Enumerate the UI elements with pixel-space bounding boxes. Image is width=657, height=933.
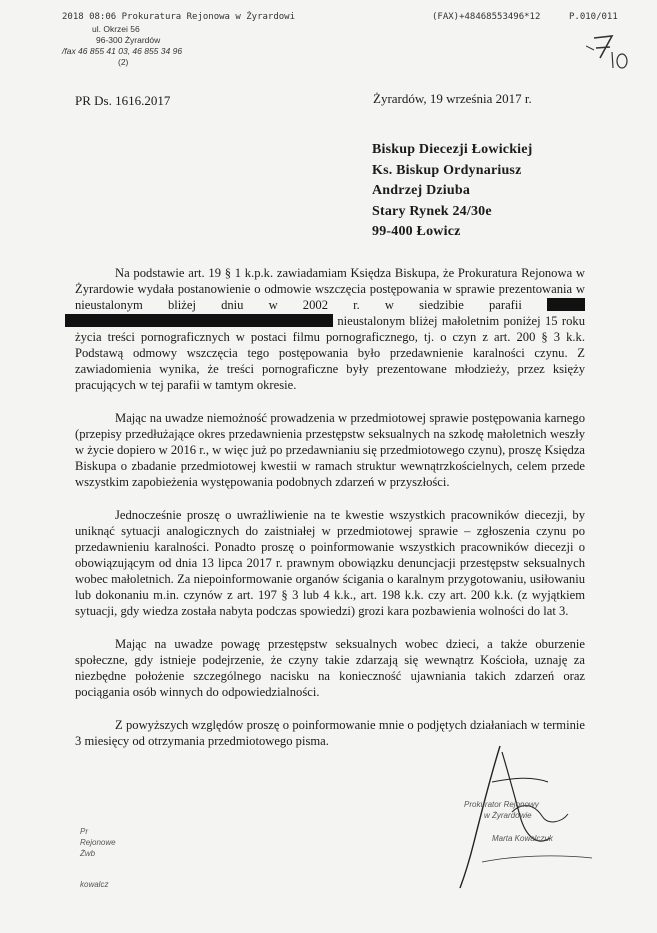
stamp-count: (2) [118,57,129,67]
office-address-stamp [62,24,212,68]
paragraph-2: Mając na uwadze niemożność prowadzenia w przedmiotowej sprawie postępowania karnego (przepisy przedłużające okres przedawnienia przestępstw seksualnych na szkodę małoletnich weszły w życie dopiero w 2016 r., w więc już po przedawnianiu się przedmiotowego czynu), proszę Księdza Biskupa o zbadanie przedmiotowej kwestii w ramach struktur wewnątrzkościelnych, celem przede wszystkim zapobieżenia występowania podobnych zdarzeń w przyszłości. [75,411,585,489]
footer-note: Żwb [80,849,96,858]
footer-note: Rejonowe [80,838,116,847]
addressee-line: Stary Rynek 24/30e [372,203,492,219]
paragraph-1-part-a: Na podstawie art. 19 § 1 k.p.k. zawiadamiam Księdza Biskupa, że Prokuratura Rejonowa w Żyrardowie wydała postanowienie o odmowie wszczęcia postępowania w sprawie prezentowania w nieustalonym bliżej dniu w 2002 r. w siedzibie parafii [75,266,585,312]
redaction-bar [65,314,333,327]
letter-date: Żyrardów, 19 września 2017 r. [373,91,532,106]
fax-header-page: P.010/011 [569,12,618,22]
paragraph-1-part-b: nieustalonym bliżej małoletnim poniżej 15 roku życia treści pornograficznych w postaci filmu pornograficznego, tj. o czyn z art. 200 § 3 k.k. Podstawą odmowy wszczęcia tego postępowania było przedawnienie karalności czynu. Z zawiadomienia wynika, że treści pornograficzne były prezentowane młodzieży, przez księży pracujących w tej parafii w tamtym okresie. [75,314,585,392]
footer-note: Pr [80,827,88,836]
addressee-line: Ks. Biskup Ordynariusz [372,162,522,178]
addressee-block [372,140,533,243]
paragraph-4: Mając na uwadze powagę przestępstw seksualnych wobec dzieci, a także oburzenie społeczne, gdy istnieje podejrzenie, że czyny takie zdarzają się wewnątrz Kościoła, uznaję za niezbędne położenie szczególnego nacisku na konieczność ujawniania takich zdarzeń oraz pociągania osób winnych do odpowiedzialności. [75,637,585,699]
signature-stamp-name: Marta Kowalczuk [492,834,553,843]
addressee-line: Biskup Diecezji Łowickiej [372,142,533,157]
addressee-line: 99-400 Łowicz [372,224,461,239]
stamp-phone: /fax 46 855 41 03, 46 855 34 96 [62,46,183,56]
paragraph-5: Z powyższych względów proszę o poinformowanie mnie o podjętych działaniach w terminie 3 miesięcy od otrzymania przedmiotowego pisma. [75,718,585,748]
fax-header-sender: 2018 08:06 Prokuratura Rejonowa w Żyrardowi [62,12,295,22]
footer-stamp-notes [80,826,116,890]
addressee-line: Andrzej Dziuba [372,183,471,198]
signature-stamp-title: Prokurator Rejonowy [464,800,539,809]
prosecutor-signature-stamp [462,799,582,844]
letter-body [75,265,585,749]
case-reference: PR Ds. 1616.2017 [75,93,171,108]
stamp-city: 96-300 Żyrardów [96,35,161,45]
fax-header-number: (FAX)+48468553496*12 [432,12,541,22]
stamp-street: ul. Okrzei 56 [92,24,140,34]
footer-note: kowalcz [80,880,109,889]
signature-stamp-office: w Żyrardowie [484,811,532,820]
handwritten-page-mark-icon [586,28,636,72]
paragraph-1 [75,265,585,393]
redaction-bar [547,298,585,311]
paragraph-3: Jednocześnie proszę o uwrażliwienie na te kwestie wszystkich pracowników diecezji, by uniknąć sytuacji analogicznych do zaistniałej w przedmiotowej sprawie – zgłoszenia czynu po przedawnieniu karalności. Ponadto proszę o poinformowanie wszystkich pracowników diecezji o obowiązującym od dnia 13 lipca 2017 r. prawnym obowiązku denuncjacji przestępstw seksualnych wobec małoletnich. Za niepoinformowanie organów ścigania o karalnym przygotowaniu, usiłowaniu lub dokonaniu m.in. czynów z art. 197 § 3 lub 4 k.k., art. 198 k.k. czy art. 200 k.k. (z wyjątkiem sytuacji, gdy wiedza została nabyta podczas spowiedzi) grozi kara pozbawienia wolności do lat 3. [75,508,585,618]
